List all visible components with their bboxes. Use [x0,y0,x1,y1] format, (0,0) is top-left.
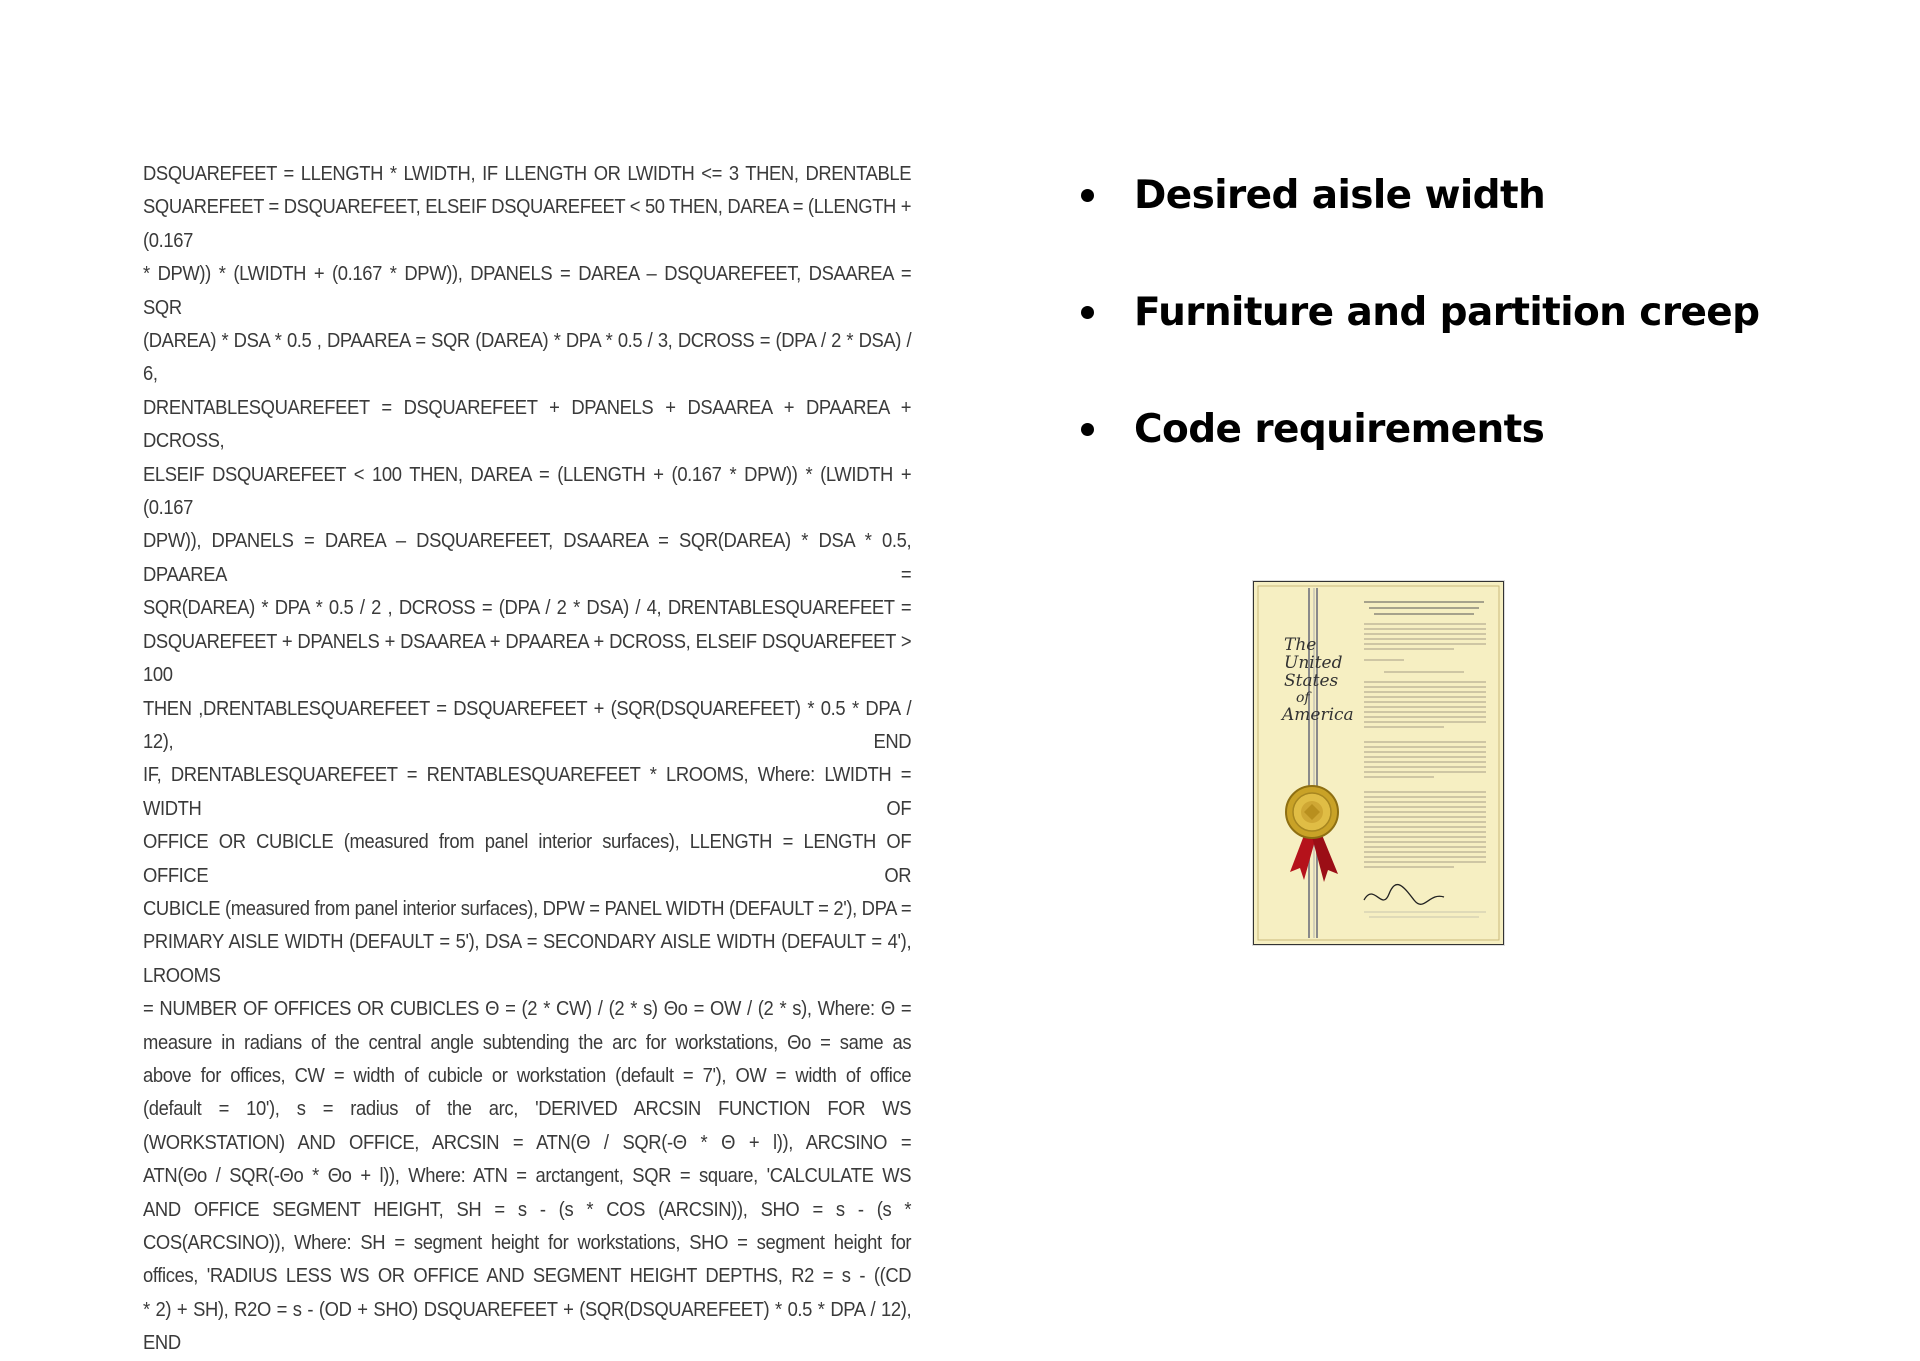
svg-text:The: The [1284,635,1317,655]
formula-text-block [143,158,911,1361]
bullet-list [1078,163,1759,514]
bullet-dot-icon [1081,306,1094,319]
formula-line: = NUMBER OF OFFICES OR CUBICLES Θ = (2 * CW) / (2 * s) Θo = OW / (2 * s), Where: Θ = [143,998,912,1021]
formula-line: DRENTABLESQUAREFEET = DSQUAREFEET + DPANELS + DSAAREA + DPAAREA + DCROSS, [143,396,912,453]
patent-certificate-icon [1254,582,1503,944]
bullet-text: Desired aisle width [1134,173,1546,218]
formula-line: SQR(DAREA) * DPA * 0.5 / 2 , DCROSS = (DPA / 2 * DSA) / 4, DRENTABLESQUAREFEET = [143,597,912,620]
formula-line: measure in radians of the central angle subtending the arc for workstations, Θo = same as [143,1031,912,1054]
bullet-dot-icon [1081,189,1094,202]
formula-line: THEN ,DRENTABLESQUAREFEET = DSQUAREFEET + (SQR(DSQUAREFEET) * 0.5 * DPA / 12), END [143,697,912,753]
formula-line: (default = 10'), s = radius of the arc, 'DERIVED ARCSIN FUNCTION FOR WS [143,1098,912,1121]
formula-line: OFFICE OR CUBICLE (measured from panel interior surfaces), LLENGTH = LENGTH OF OFFICE OR [143,831,912,887]
formula-line: (WORKSTATION) AND OFFICE, ARCSIN = ATN(Θ / SQR(-Θ * Θ + l)), ARCSINO = [143,1131,912,1154]
svg-text:United: United [1284,653,1343,673]
bullet-text: Code requirements [1134,407,1545,452]
formula-line: DPW)), DPANELS = DAREA – DSQUAREFEET, DSAAREA = SQR(DAREA) * DSA * 0.5, DPAAREA = [143,530,912,586]
svg-text:States: States [1284,671,1339,691]
bullet-dot-icon [1081,423,1094,436]
formula-line: COS(ARCSINO)), Where: SH = segment height for workstations, SHO = segment height for [143,1232,912,1254]
bullet-item [1078,280,1759,397]
formula-line: * DPW)) * (LWIDTH + (0.167 * DPW)), DPANELS = DAREA – DSQUAREFEET, DSAAREA = SQR [143,263,912,319]
formula-line: ELSEIF DSQUAREFEET < 100 THEN, DAREA = (LLENGTH + (0.167 * DPW)) * (LWIDTH + (0.167 [143,463,912,520]
bullet-item [1078,397,1759,514]
bullet-item [1078,163,1759,280]
formula-line: PRIMARY AISLE WIDTH (DEFAULT = 5'), DSA = SECONDARY AISLE WIDTH (DEFAULT = 4'), LROOMS [143,931,912,987]
svg-text:America: America [1282,705,1354,725]
formula-line: CUBICLE (measured from panel interior surfaces), DPW = PANEL WIDTH (DEFAULT = 2'), DPA = [143,897,912,920]
svg-text:of: of [1296,690,1310,706]
bullet-text: Furniture and partition creep [1134,290,1760,335]
formula-line: above for offices, CW = width of cubicle or workstation (default = 7'), OW = width of office [143,1064,912,1087]
formula-line: SQUAREFEET = DSQUAREFEET, ELSEIF DSQUAREFEET < 50 THEN, DAREA = (LLENGTH + (0.167 [143,196,912,252]
formula-line: AND OFFICE SEGMENT HEIGHT, SH = s - (s * COS (ARCSIN)), SHO = s - (s * [143,1198,912,1221]
formula-line: * 2) + SH), R2O = s - (OD + SHO) DSQUAREFEET + (SQR(DSQUAREFEET) * 0.5 * DPA / 12), END [143,1298,912,1355]
patent-certificate-image [1253,581,1504,945]
formula-line: (DAREA) * DSA * 0.5 , DPAAREA = SQR (DAREA) * DPA * 0.5 / 3, DCROSS = (DPA / 2 * DSA) / 6, [143,330,912,386]
formula-line: DSQUAREFEET + DPANELS + DSAAREA + DPAAREA + DCROSS, ELSEIF DSQUAREFEET > 100 [143,630,912,687]
formula-line: offices, 'RADIUS LESS WS OR OFFICE AND SEGMENT HEIGHT DEPTHS, R2 = s - ((CD [143,1265,912,1288]
formula-line: IF, DRENTABLESQUAREFEET = RENTABLESQUAREFEET * LROOMS, Where: LWIDTH = WIDTH OF [143,764,912,820]
formula-line: DSQUAREFEET = LLENGTH * LWIDTH, IF LLENGTH OR LWIDTH <= 3 THEN, DRENTABLE [143,163,912,185]
formula-line: ATN(Θo / SQR(-Θo * Θo + l)), Where: ATN = arctangent, SQR = square, 'CALCULATE WS [143,1165,912,1188]
